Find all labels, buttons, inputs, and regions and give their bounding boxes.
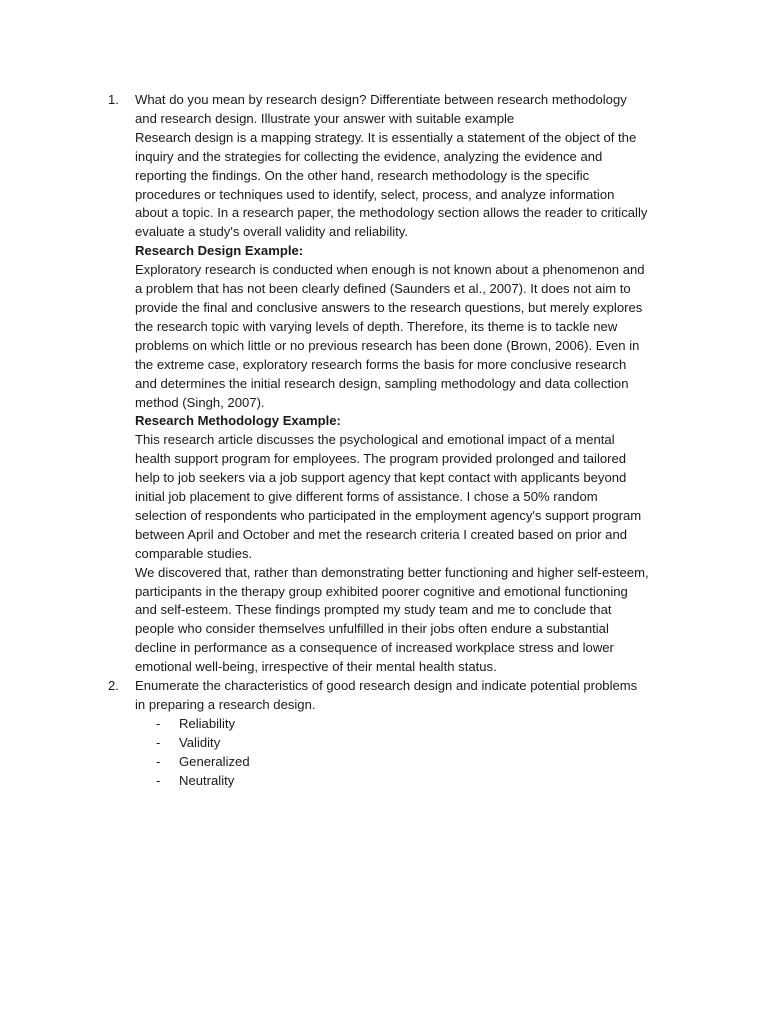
dash-marker: - [156, 734, 161, 750]
list-item-label: Generalized [179, 753, 250, 769]
text-line: health support program for employees. The program provided prolonged and tailored [135, 451, 627, 467]
research-design-example [135, 261, 688, 412]
text-line: method (Singh, 2007). [135, 394, 265, 410]
text-line: This research article discusses the psychological and emotional impact of a mental [135, 432, 615, 448]
findings-paragraph [135, 564, 688, 677]
text-line: reporting the findings. On the other hand, research methodology is the specific [135, 167, 590, 183]
text-line: and determines the initial research design, sampling methodology and data collection [135, 375, 629, 391]
text-line: inquiry and the strategies for collecting the evidence, analyzing the evidence and [135, 148, 603, 164]
list-item [134, 715, 688, 734]
document-body [108, 91, 688, 791]
text-line: participants in the therapy group exhibited poorer cognitive and emotional functioning [135, 583, 628, 599]
answer-intro [135, 129, 688, 242]
research-design-heading: Research Design Example: [135, 243, 304, 259]
dash-marker: - [156, 772, 161, 788]
dash-marker: - [156, 715, 161, 731]
text-line: the extreme case, exploratory research forms the basis for more conclusive research [135, 356, 627, 372]
text-line: evaluate a study's overall validity and reliability. [135, 224, 408, 240]
list-item-label: Reliability [179, 715, 236, 731]
prompt-line: What do you mean by research design? Differentiate between research methodology [135, 92, 627, 107]
list-item-label: Validity [179, 734, 221, 750]
list-item [134, 734, 688, 753]
text-line: Exploratory research is conducted when enough is not known about a phenomenon and [135, 262, 645, 278]
text-line: a problem that has not been clearly defined (Saunders et al., 2007). It does not aim to [135, 281, 631, 297]
prompt-line: Enumerate the characteristics of good research design and indicate potential problems [135, 678, 638, 694]
text-line: people who consider themselves unfulfilled in their jobs often endure a substantial [135, 621, 609, 637]
question-2-number: 2. [108, 678, 119, 694]
list-item [134, 753, 688, 772]
question-1-prompt [135, 91, 688, 129]
text-line: provide the final and conclusive answers to the research questions, but merely explores [135, 299, 643, 315]
dash-marker: - [156, 753, 161, 769]
question-2 [108, 677, 688, 790]
question-2-prompt [135, 677, 688, 715]
prompt-line: and research design. Illustrate your answer with suitable example [135, 110, 515, 126]
text-line: initial job placement to give different forms of assistance. I chose a 50% random [135, 489, 598, 505]
text-line: selection of respondents who participated in the employment agency's support program [135, 507, 642, 523]
list-item [134, 772, 688, 791]
question-1 [108, 91, 688, 677]
prompt-line: in preparing a research design. [135, 697, 316, 712]
text-line: We discovered that, rather than demonstrating better functioning and higher self-esteem, [135, 564, 649, 580]
text-line: between April and October and met the research criteria I created based on prior and [135, 526, 628, 542]
list-item-label: Neutrality [179, 772, 235, 788]
text-line: the research topic with varying levels of depth. Therefore, its theme is to tackle new [135, 318, 618, 334]
text-line: procedures or techniques used to identify, select, process, and analyze information [135, 186, 615, 202]
text-line: Research design is a mapping strategy. It is essentially a statement of the object of the [135, 129, 637, 145]
text-line: emotional well-being, irrespective of their mental health status. [135, 659, 497, 675]
research-methodology-example [135, 431, 688, 563]
question-1-number: 1. [108, 92, 119, 107]
text-line: problems on which little or no previous research has been done (Brown, 2006). Even in [135, 337, 640, 353]
research-methodology-heading: Research Methodology Example: [135, 413, 341, 429]
text-line: and self-esteem. These findings prompted my study team and me to conclude that [135, 602, 612, 618]
text-line: comparable studies. [135, 545, 253, 561]
text-line: about a topic. In a research paper, the methodology section allows the reader to critically [135, 205, 648, 221]
characteristics-list [135, 715, 688, 791]
text-line: decline in performance as a consequence of increased workplace stress and lower [135, 640, 614, 656]
text-line: help to job seekers via a job support agency that kept contact with applicants beyond [135, 470, 627, 486]
